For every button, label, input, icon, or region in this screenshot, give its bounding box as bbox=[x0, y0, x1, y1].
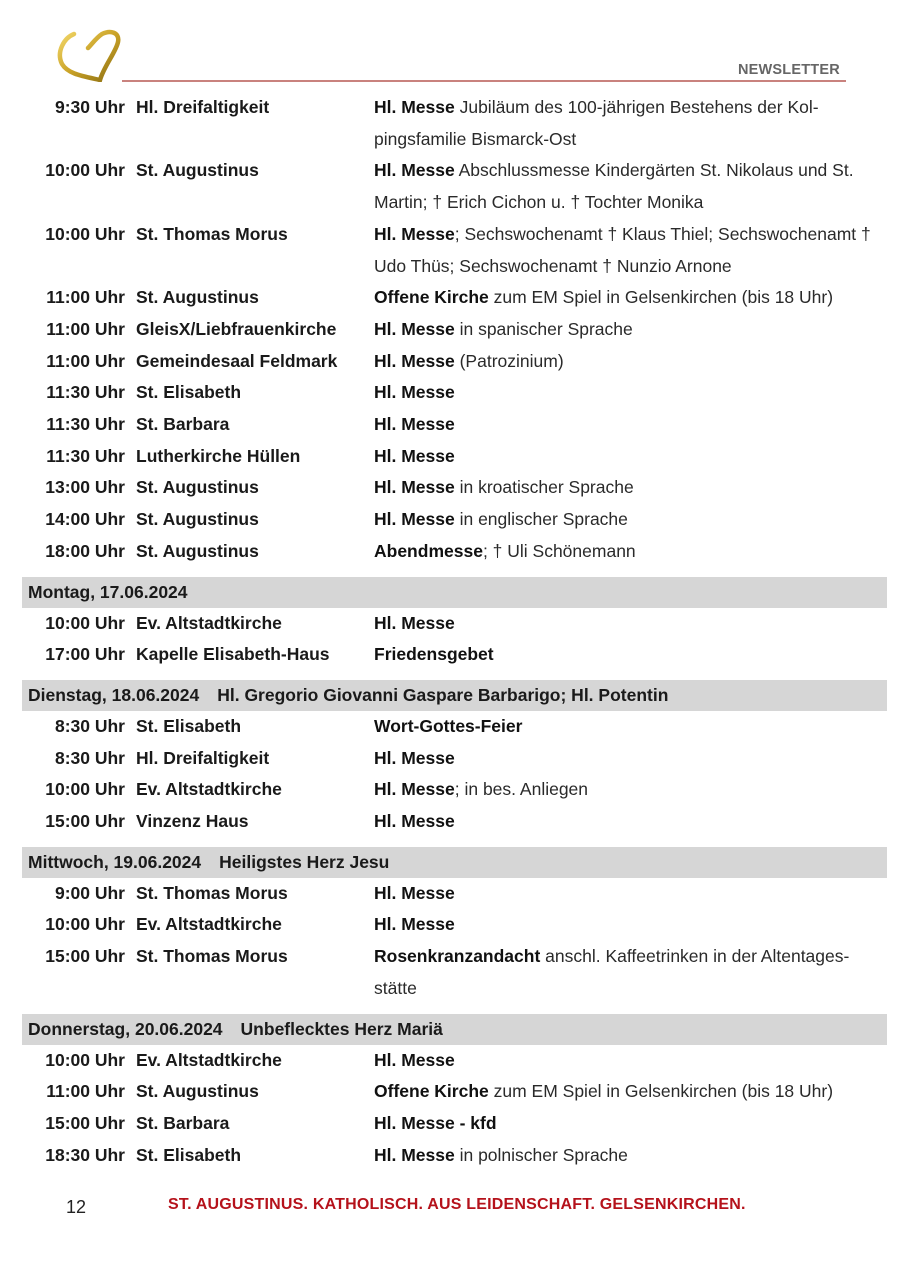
event-title: Rosenkranzandacht bbox=[374, 946, 541, 967]
event-title: Hl. Messe bbox=[374, 382, 455, 403]
schedule-row bbox=[22, 92, 887, 155]
event-description bbox=[370, 608, 886, 640]
event-time: 9:30 Uhr bbox=[54, 97, 125, 117]
day-header bbox=[22, 847, 887, 878]
event-time: 11:30 Uhr bbox=[46, 414, 125, 435]
event-description bbox=[370, 314, 886, 346]
schedule bbox=[22, 92, 887, 1171]
event-place: St. Elisabeth bbox=[136, 382, 242, 403]
schedule-row bbox=[22, 1045, 887, 1077]
schedule-row bbox=[22, 878, 887, 910]
event-time: 15:00 Uhr bbox=[45, 811, 125, 832]
event-place: St. Elisabeth bbox=[136, 1144, 242, 1165]
event-description bbox=[370, 409, 886, 441]
event-title: Hl. Messe bbox=[374, 509, 455, 530]
schedule-row bbox=[22, 909, 887, 941]
event-place: St. Barbara bbox=[136, 414, 230, 435]
event-place: Hl. Dreifaltigkeit bbox=[136, 97, 270, 117]
event-title: Hl. Messe bbox=[374, 747, 455, 768]
event-description bbox=[370, 806, 886, 838]
schedule-row bbox=[22, 346, 887, 378]
event-place: Ev. Altstadtkirche bbox=[136, 1049, 282, 1070]
day-feast: Hl. Gregorio Giovanni Gaspare Barbarigo; Hl. Potentin bbox=[217, 684, 669, 705]
event-description bbox=[370, 909, 886, 941]
schedule-row bbox=[22, 409, 887, 441]
schedule-row bbox=[22, 711, 887, 743]
event-time: 11:00 Uhr bbox=[46, 350, 125, 371]
event-place: Hl. Dreifaltigkeit bbox=[136, 747, 270, 768]
event-place: Gemeindesaal Feldmark bbox=[136, 350, 338, 371]
event-description bbox=[370, 878, 886, 910]
newsletter-label: NEWSLETTER bbox=[738, 62, 840, 78]
event-title: Hl. Messe bbox=[374, 914, 455, 935]
event-title: Hl. Messe bbox=[374, 477, 455, 498]
event-description bbox=[370, 774, 886, 806]
page-number: 12 bbox=[66, 1197, 87, 1217]
event-time: 15:00 Uhr bbox=[45, 946, 125, 967]
event-description bbox=[370, 92, 886, 155]
event-time: 8:30 Uhr bbox=[54, 747, 125, 768]
schedule-row bbox=[22, 941, 887, 1004]
event-place: Ev. Altstadtkirche bbox=[136, 779, 282, 800]
event-description bbox=[370, 346, 886, 378]
event-description bbox=[370, 1045, 886, 1077]
event-time: 17:00 Uhr bbox=[45, 644, 125, 665]
event-description bbox=[370, 282, 886, 314]
event-description bbox=[370, 711, 886, 743]
schedule-row bbox=[22, 743, 887, 775]
footer-slogan: ST. AUGUSTINUS. KATHOLISCH. AUS LEIDENSCHAFT. GELSENKIRCHEN. bbox=[168, 1196, 746, 1213]
day-header bbox=[22, 1014, 887, 1045]
schedule-row bbox=[22, 1140, 887, 1172]
event-note: in englischer Sprache bbox=[454, 509, 628, 530]
schedule-row bbox=[22, 314, 887, 346]
event-description bbox=[370, 941, 886, 1004]
event-time: 13:00 Uhr bbox=[45, 477, 125, 498]
event-note: in polnischer Sprache bbox=[454, 1144, 628, 1165]
event-time: 11:00 Uhr bbox=[46, 287, 125, 308]
event-time: 11:30 Uhr bbox=[46, 445, 125, 466]
event-time: 11:00 Uhr bbox=[46, 318, 125, 339]
event-title: Hl. Messe bbox=[374, 160, 455, 181]
day-date: Dienstag, 18.06.2024 bbox=[28, 684, 200, 705]
schedule-row bbox=[22, 1076, 887, 1108]
event-place: GleisX/Liebfrauenkirche bbox=[136, 318, 337, 339]
golden-heart-icon bbox=[54, 26, 124, 82]
event-title: Wort-Gottes-Feier bbox=[374, 715, 523, 736]
event-place: Vinzenz Haus bbox=[136, 811, 249, 832]
event-note: anschl. Kaffeetrinken in der Altentages-stätte bbox=[374, 946, 850, 998]
event-title: Hl. Messe bbox=[374, 779, 455, 800]
event-place: St. Augustinus bbox=[136, 1081, 259, 1102]
schedule-row bbox=[22, 1108, 887, 1140]
event-description bbox=[370, 219, 886, 282]
schedule-row bbox=[22, 639, 887, 671]
event-title: Hl. Messe bbox=[374, 318, 455, 339]
event-note: (Patrozinium) bbox=[454, 350, 564, 371]
event-time: 9:00 Uhr bbox=[54, 882, 125, 903]
event-title: Offene Kirche bbox=[374, 1081, 489, 1102]
event-description bbox=[370, 472, 886, 504]
event-description bbox=[370, 1108, 886, 1140]
event-place: St. Augustinus bbox=[136, 477, 259, 498]
event-title: Hl. Messe - kfd bbox=[374, 1112, 497, 1133]
event-place: St. Augustinus bbox=[136, 287, 259, 308]
event-note: zum EM Spiel in Gelsenkirchen (bis 18 Uhr) bbox=[488, 287, 834, 308]
event-time: 10:00 Uhr bbox=[45, 223, 125, 244]
event-title: Hl. Messe bbox=[374, 1049, 455, 1070]
event-description bbox=[370, 377, 886, 409]
event-note: in kroatischer Sprache bbox=[454, 477, 634, 498]
event-time: 18:00 Uhr bbox=[45, 540, 125, 561]
event-time: 11:30 Uhr bbox=[46, 382, 125, 403]
event-time: 10:00 Uhr bbox=[45, 914, 125, 935]
event-title: Hl. Messe bbox=[374, 811, 455, 832]
day-header bbox=[22, 577, 887, 608]
event-title: Hl. Messe bbox=[374, 223, 455, 244]
event-time: 8:30 Uhr bbox=[54, 715, 125, 736]
day-feast: Heiligstes Herz Jesu bbox=[219, 851, 390, 872]
schedule-row bbox=[22, 774, 887, 806]
event-note: in spanischer Sprache bbox=[454, 318, 633, 339]
event-place: St. Thomas Morus bbox=[136, 223, 288, 244]
event-place: St. Barbara bbox=[136, 1112, 230, 1133]
event-place: St. Augustinus bbox=[136, 509, 259, 530]
event-title: Hl. Messe bbox=[374, 1144, 455, 1165]
schedule-row bbox=[22, 536, 887, 568]
event-place: St. Augustinus bbox=[136, 160, 259, 181]
event-description bbox=[370, 441, 886, 473]
header-divider bbox=[122, 80, 846, 82]
event-time: 10:00 Uhr bbox=[45, 612, 125, 633]
schedule-row bbox=[22, 155, 887, 218]
schedule-row bbox=[22, 504, 887, 536]
event-title: Hl. Messe bbox=[374, 445, 455, 466]
event-place: Kapelle Elisabeth-Haus bbox=[136, 644, 330, 665]
event-time: 10:00 Uhr bbox=[45, 160, 125, 181]
event-title: Abendmesse bbox=[374, 540, 483, 561]
event-note: Abschlussmesse Kindergärten St. Nikolaus und St. Martin; † Erich Cichon u. † Tochter Monika bbox=[374, 160, 854, 213]
day-date: Donnerstag, 20.06.2024 bbox=[28, 1018, 223, 1039]
event-place: Ev. Altstadtkirche bbox=[136, 914, 282, 935]
event-time: 11:00 Uhr bbox=[46, 1081, 125, 1102]
event-time: 14:00 Uhr bbox=[45, 509, 125, 530]
event-description bbox=[370, 155, 886, 218]
schedule-row bbox=[22, 472, 887, 504]
day-header bbox=[22, 680, 887, 711]
schedule-row bbox=[22, 608, 887, 640]
event-title: Hl. Messe bbox=[374, 414, 455, 435]
event-note: ; Sechswochenamt † Klaus Thiel; Sechswochenamt † Udo Thüs; Sechswochenamt † Nunzio Arnone bbox=[374, 223, 871, 276]
event-time: 18:30 Uhr bbox=[45, 1144, 125, 1165]
event-place: St. Elisabeth bbox=[136, 715, 242, 736]
event-time: 15:00 Uhr bbox=[45, 1112, 125, 1133]
day-date: Montag, 17.06.2024 bbox=[28, 581, 188, 602]
event-title: Hl. Messe bbox=[374, 612, 455, 633]
event-time: 10:00 Uhr bbox=[45, 779, 125, 800]
event-note: Jubiläum des 100-jährigen Bestehens der Kol-pingsfamilie Bismarck-Ost bbox=[374, 97, 819, 149]
event-description bbox=[370, 1140, 886, 1172]
event-description bbox=[370, 536, 886, 568]
schedule-row bbox=[22, 377, 887, 409]
event-note: ; † Uli Schönemann bbox=[482, 540, 636, 561]
event-place: St. Thomas Morus bbox=[136, 882, 288, 903]
event-title: Offene Kirche bbox=[374, 287, 489, 308]
event-time: 10:00 Uhr bbox=[45, 1049, 125, 1070]
schedule-row bbox=[22, 282, 887, 314]
event-note: ; in bes. Anliegen bbox=[454, 779, 589, 800]
event-place: St. Augustinus bbox=[136, 540, 259, 561]
schedule-row bbox=[22, 219, 887, 282]
event-title: Friedensgebet bbox=[374, 644, 494, 665]
event-description bbox=[370, 743, 886, 775]
event-description bbox=[370, 1076, 886, 1108]
event-description bbox=[370, 639, 886, 671]
schedule-row bbox=[22, 441, 887, 473]
schedule-row bbox=[22, 806, 887, 838]
event-title: Hl. Messe bbox=[374, 350, 455, 371]
event-note: zum EM Spiel in Gelsenkirchen (bis 18 Uhr) bbox=[488, 1081, 834, 1102]
event-title: Hl. Messe bbox=[374, 882, 455, 903]
day-feast: Unbeflecktes Herz Mariä bbox=[240, 1018, 443, 1039]
event-place: Lutherkirche Hüllen bbox=[136, 445, 301, 466]
event-place: Ev. Altstadtkirche bbox=[136, 612, 282, 633]
event-place: St. Thomas Morus bbox=[136, 946, 288, 967]
day-date: Mittwoch, 19.06.2024 bbox=[28, 851, 202, 872]
event-title: Hl. Messe bbox=[374, 97, 455, 117]
event-description bbox=[370, 504, 886, 536]
